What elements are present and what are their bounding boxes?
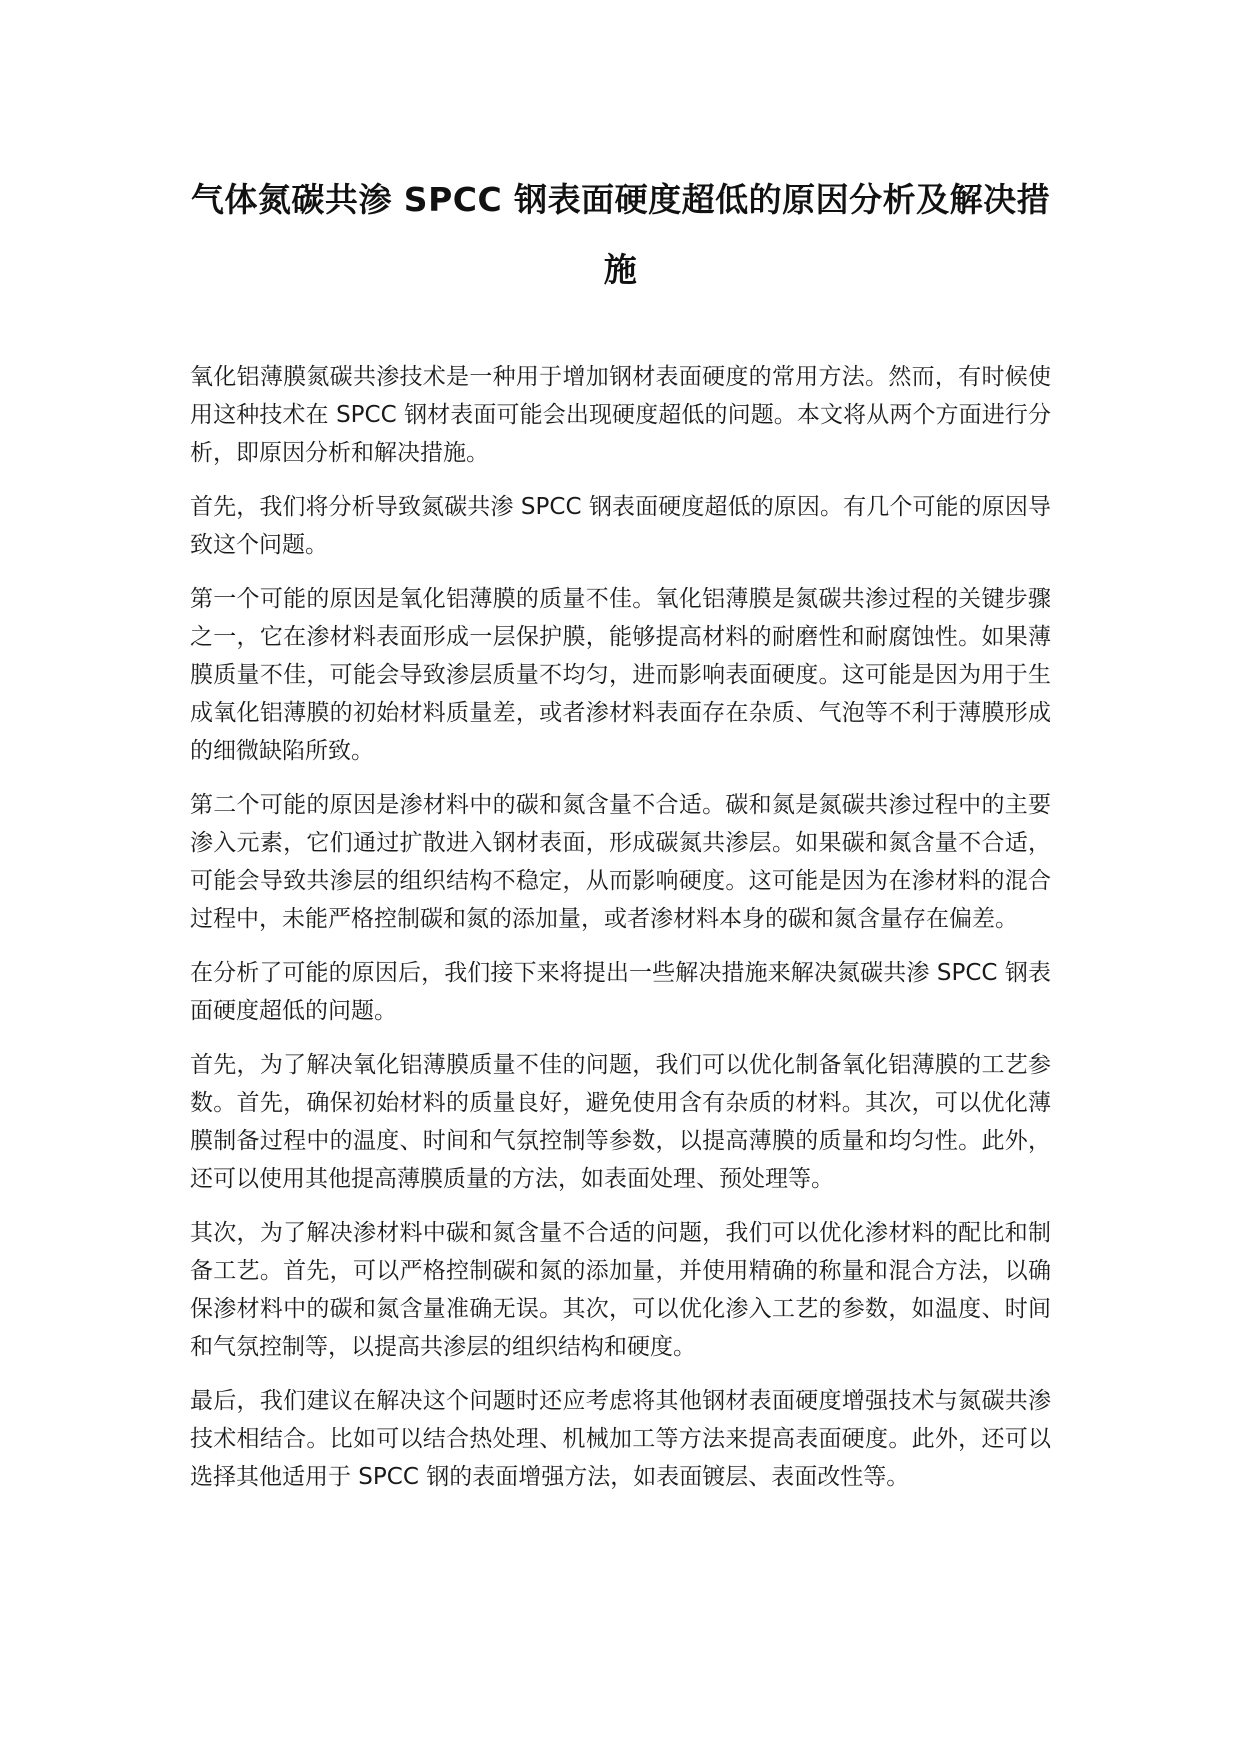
paragraph-4: 第二个可能的原因是渗材料中的碳和氮含量不合适。碳和氮是氮碳共渗过程中的主要渗入元素，它们通过扩散进入钢材表面，形成碳氮共渗层。如果碳和氮含量不合适，可能会导致共渗层的组织结构不稳定，从而影响硬度。这可能是因为在渗材料的混合过程中，未能严格控制碳和氮的添加量，或者渗材料本身的碳和氮含量存在偏差。 [190,792,1051,932]
paragraph-2: 首先，我们将分析导致氮碳共渗 SPCC 钢表面硬度超低的原因。有几个可能的原因导致这个问题。 [190,494,1051,558]
document-body [190,358,1051,1512]
paragraph-6: 首先，为了解决氧化铝薄膜质量不佳的问题，我们可以优化制备氧化铝薄膜的工艺参数。首先，确保初始材料的质量良好，避免使用含有杂质的材料。其次，可以优化薄膜制备过程中的温度、时间和气氛控制等参数，以提高薄膜的质量和均匀性。此外，还可以使用其他提高薄膜质量的方法，如表面处理、预处理等。 [190,1052,1051,1192]
paragraph-5: 在分析了可能的原因后，我们接下来将提出一些解决措施来解决氮碳共渗 SPCC 钢表面硬度超低的问题。 [190,960,1051,1024]
paragraph-1: 氧化铝薄膜氮碳共渗技术是一种用于增加钢材表面硬度的常用方法。然而，有时候使用这种技术在 SPCC 钢材表面可能会出现硬度超低的问题。本文将从两个方面进行分析，即原因分析和解决措施。 [190,364,1051,466]
paragraph-3: 第一个可能的原因是氧化铝薄膜的质量不佳。氧化铝薄膜是氮碳共渗过程的关键步骤之一，它在渗材料表面形成一层保护膜，能够提高材料的耐磨性和耐腐蚀性。如果薄膜质量不佳，可能会导致渗层质量不均匀，进而影响表面硬度。这可能是因为用于生成氧化铝薄膜的初始材料质量差，或者渗材料表面存在杂质、气泡等不利于薄膜形成的细微缺陷所致。 [190,586,1051,764]
paragraph-8: 最后，我们建议在解决这个问题时还应考虑将其他钢材表面硬度增强技术与氮碳共渗技术相结合。比如可以结合热处理、机械加工等方法来提高表面硬度。此外，还可以选择其他适用于 SPCC 钢的表面增强方法，如表面镀层、表面改性等。 [190,1388,1051,1490]
document-title: 气体氮碳共渗 SPCC 钢表面硬度超低的原因分析及解决措施 [190,180,1051,289]
paragraph-7: 其次，为了解决渗材料中碳和氮含量不合适的问题，我们可以优化渗材料的配比和制备工艺。首先，可以严格控制碳和氮的添加量，并使用精确的称量和混合方法，以确保渗材料中的碳和氮含量准确无误。其次，可以优化渗入工艺的参数，如温度、时间和气氛控制等，以提高共渗层的组织结构和硬度。 [190,1220,1051,1360]
